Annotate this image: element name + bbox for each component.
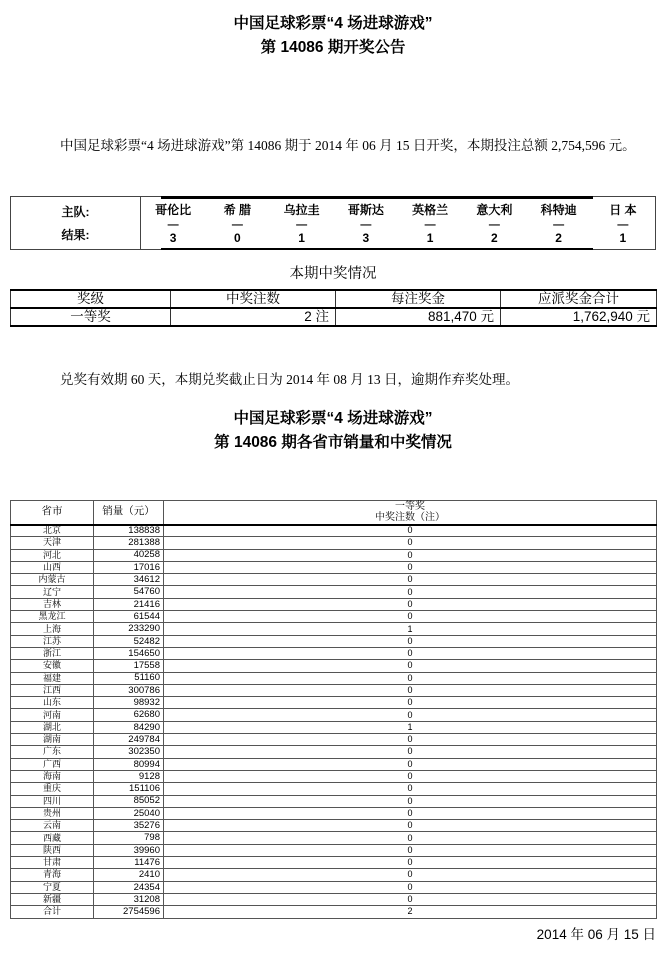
province-row [11, 561, 657, 573]
province-sales: 24354 [94, 881, 164, 893]
province-name: 广东 [11, 746, 94, 758]
province-sales: 798 [94, 832, 164, 844]
province-sales-table [10, 500, 657, 919]
province-sales: 233290 [94, 623, 164, 635]
province-row [11, 906, 657, 918]
prize-per-bet: 881,470 元 [336, 308, 501, 326]
team-column [398, 197, 462, 249]
result-label: 结果: [61, 228, 90, 242]
province-first-prize-count: 0 [164, 807, 657, 819]
province-first-prize-count: 0 [164, 635, 657, 647]
province-first-prize-count: 0 [164, 549, 657, 561]
match-dash: — [553, 218, 565, 231]
province-first-prize-count: 0 [164, 672, 657, 684]
province-sales: 39960 [94, 844, 164, 856]
province-sales: 34612 [94, 574, 164, 586]
province-row [11, 709, 657, 721]
team-column [591, 197, 655, 249]
province-first-prize-count: 0 [164, 734, 657, 746]
team-name: 日 本 [609, 203, 637, 217]
first-prize-header [164, 501, 657, 525]
province-sales: 151106 [94, 783, 164, 795]
prize-count: 2 注 [171, 308, 336, 326]
team-result: 1 [426, 231, 434, 245]
province-sales: 31208 [94, 893, 164, 905]
match-dash: — [617, 218, 629, 231]
province-row [11, 598, 657, 610]
province-sales: 21416 [94, 598, 164, 610]
province-name: 湖北 [11, 721, 94, 733]
team-name: 科特迪 [540, 203, 577, 217]
province-name: 河北 [11, 549, 94, 561]
province-name: 天津 [11, 537, 94, 549]
prize-level: 一等奖 [11, 308, 171, 326]
province-first-prize-count: 0 [164, 709, 657, 721]
first-prize-header-line1: 一等奖 [395, 501, 425, 513]
team-column [270, 197, 334, 249]
document-title [0, 12, 666, 60]
province-name: 黑龙江 [11, 611, 94, 623]
team-name: 英格兰 [412, 203, 449, 217]
province-name: 上海 [11, 623, 94, 635]
province-name: 贵州 [11, 807, 94, 819]
province-first-prize-count: 0 [164, 525, 657, 537]
province-first-prize-count: 0 [164, 574, 657, 586]
province-first-prize-count: 0 [164, 893, 657, 905]
province-header: 省市 [11, 501, 94, 525]
province-row [11, 537, 657, 549]
province-first-prize-count: 0 [164, 795, 657, 807]
province-sales: 40258 [94, 549, 164, 561]
prize-header-level: 奖级 [11, 290, 171, 308]
redeem-note: 兑奖有效期 60 天，本期兑奖截止日为 2014 年 08 月 13 日，逾期作弃奖处理。 [60, 371, 519, 387]
team-result: 2 [555, 231, 562, 245]
match-dash: — [296, 218, 308, 231]
prize-section-title: 本期中奖情况 [289, 266, 377, 282]
team-column [462, 197, 526, 249]
province-sales: 302350 [94, 746, 164, 758]
province-sales: 249784 [94, 734, 164, 746]
province-name: 宁夏 [11, 881, 94, 893]
province-row [11, 795, 657, 807]
province-first-prize-count: 0 [164, 857, 657, 869]
province-name: 四川 [11, 795, 94, 807]
province-name: 陕西 [11, 844, 94, 856]
province-sales: 25040 [94, 807, 164, 819]
footer-date: 2014 年 06 月 15 日 [536, 927, 656, 942]
team-result: 3 [169, 231, 177, 245]
province-first-prize-count: 0 [164, 660, 657, 672]
province-sales: 52482 [94, 635, 164, 647]
province-sales: 98932 [94, 697, 164, 709]
section2-title [0, 407, 666, 455]
thick-rule-top [161, 196, 593, 199]
province-name: 辽宁 [11, 586, 94, 598]
province-row [11, 881, 657, 893]
province-first-prize-count: 0 [164, 586, 657, 598]
thick-rule-bottom [161, 248, 593, 251]
province-sales: 11476 [94, 857, 164, 869]
province-row [11, 844, 657, 856]
province-sales: 300786 [94, 684, 164, 696]
match-dash: — [360, 218, 372, 231]
province-first-prize-count: 0 [164, 844, 657, 856]
province-first-prize-count: 0 [164, 647, 657, 659]
province-row [11, 721, 657, 733]
province-name: 广西 [11, 758, 94, 770]
province-name: 北京 [11, 525, 94, 537]
province-name: 河南 [11, 709, 94, 721]
province-table-header-row [11, 501, 657, 525]
province-sales: 62680 [94, 709, 164, 721]
prize-table-header-row [11, 290, 657, 308]
province-sales: 17558 [94, 660, 164, 672]
document-title-line1: 中国足球彩票“4 场进球游戏” [233, 15, 433, 32]
province-row [11, 623, 657, 635]
province-row [11, 783, 657, 795]
province-row [11, 525, 657, 537]
province-row [11, 672, 657, 684]
province-name: 内蒙古 [11, 574, 94, 586]
province-row [11, 770, 657, 782]
province-first-prize-count: 0 [164, 881, 657, 893]
province-first-prize-count: 0 [164, 832, 657, 844]
province-name: 青海 [11, 869, 94, 881]
province-name: 山西 [11, 561, 94, 573]
province-row [11, 660, 657, 672]
province-name: 海南 [11, 770, 94, 782]
province-row [11, 820, 657, 832]
province-first-prize-count: 0 [164, 770, 657, 782]
province-row [11, 758, 657, 770]
team-name: 哥斯达 [347, 203, 384, 217]
match-results-table [10, 196, 656, 250]
sales-header: 销量（元） [94, 501, 164, 525]
province-table-body [11, 525, 657, 919]
province-row [11, 893, 657, 905]
province-sales: 85052 [94, 795, 164, 807]
province-name: 西藏 [11, 832, 94, 844]
intro-paragraph: 中国足球彩票“4 场进球游戏”第 14086 期于 2014 年 06 月 15 日开奖，本期投注总额 2,754,596 元。 [60, 137, 636, 153]
prize-header-total: 应派奖金合计 [501, 290, 657, 308]
province-name: 云南 [11, 820, 94, 832]
first-prize-header-line2: 中奖注数（注） [375, 512, 445, 524]
province-row [11, 869, 657, 881]
province-row [11, 697, 657, 709]
prize-total: 1,762,940 元 [501, 308, 657, 326]
prize-header-count: 中奖注数 [171, 290, 336, 308]
province-sales: 61544 [94, 611, 164, 623]
province-sales: 17016 [94, 561, 164, 573]
province-first-prize-count: 0 [164, 697, 657, 709]
team-column [141, 197, 205, 249]
document-title-line2: 第 14086 期开奖公告 [260, 39, 406, 56]
province-first-prize-count: 0 [164, 746, 657, 758]
province-row [11, 647, 657, 659]
province-name: 江苏 [11, 635, 94, 647]
province-name: 福建 [11, 672, 94, 684]
province-first-prize-count: 0 [164, 869, 657, 881]
team-result: 1 [298, 231, 305, 245]
province-first-prize-count: 0 [164, 561, 657, 573]
province-row [11, 684, 657, 696]
province-name: 安徽 [11, 660, 94, 672]
province-name: 浙江 [11, 647, 94, 659]
match-dash: — [167, 218, 179, 231]
province-name: 甘肃 [11, 857, 94, 869]
prize-table [10, 289, 657, 327]
province-row [11, 611, 657, 623]
province-sales: 84290 [94, 721, 164, 733]
team-result: 0 [234, 231, 241, 245]
province-first-prize-count: 2 [164, 906, 657, 918]
province-first-prize-count: 0 [164, 783, 657, 795]
team-column [334, 197, 398, 249]
prize-table-row [11, 308, 657, 326]
province-row [11, 807, 657, 819]
province-row [11, 549, 657, 561]
province-row [11, 734, 657, 746]
province-first-prize-count: 0 [164, 684, 657, 696]
province-first-prize-count: 1 [164, 623, 657, 635]
province-first-prize-count: 0 [164, 537, 657, 549]
province-sales: 54760 [94, 586, 164, 598]
province-first-prize-count: 0 [164, 598, 657, 610]
province-first-prize-count: 0 [164, 758, 657, 770]
team-name: 乌拉圭 [283, 203, 320, 217]
province-sales: 2410 [94, 869, 164, 881]
province-first-prize-count: 0 [164, 820, 657, 832]
province-first-prize-count: 1 [164, 721, 657, 733]
province-name: 湖南 [11, 734, 94, 746]
team-column [527, 197, 591, 249]
province-row [11, 857, 657, 869]
province-name: 重庆 [11, 783, 94, 795]
province-sales: 2754596 [94, 906, 164, 918]
team-result: 1 [619, 231, 627, 245]
province-row [11, 746, 657, 758]
match-label-column [11, 197, 141, 249]
province-name: 合计 [11, 906, 94, 918]
match-dash: — [231, 218, 243, 231]
team-result: 3 [362, 231, 370, 245]
province-name: 山东 [11, 697, 94, 709]
team-column [205, 197, 269, 249]
province-sales: 9128 [94, 770, 164, 782]
province-sales: 154650 [94, 647, 164, 659]
province-row [11, 832, 657, 844]
province-name: 江西 [11, 684, 94, 696]
team-result: 2 [491, 231, 498, 245]
province-name: 吉林 [11, 598, 94, 610]
province-sales: 51160 [94, 672, 164, 684]
home-team-label: 主队: [61, 205, 90, 219]
match-dash: — [488, 218, 500, 231]
province-name: 新疆 [11, 893, 94, 905]
team-name: 意大利 [476, 203, 513, 217]
match-dash: — [424, 218, 436, 231]
province-row [11, 586, 657, 598]
province-sales: 80994 [94, 758, 164, 770]
province-row [11, 574, 657, 586]
province-first-prize-count: 0 [164, 611, 657, 623]
prize-header-per-prize: 每注奖金 [336, 290, 501, 308]
section2-title-line2: 第 14086 期各省市销量和中奖情况 [214, 434, 452, 451]
province-sales: 138838 [94, 525, 164, 537]
province-sales: 281388 [94, 537, 164, 549]
team-name: 哥伦比 [155, 203, 192, 217]
province-row [11, 635, 657, 647]
team-name: 希 腊 [223, 203, 252, 217]
province-sales: 35276 [94, 820, 164, 832]
section2-title-line1: 中国足球彩票“4 场进球游戏” [233, 410, 433, 427]
